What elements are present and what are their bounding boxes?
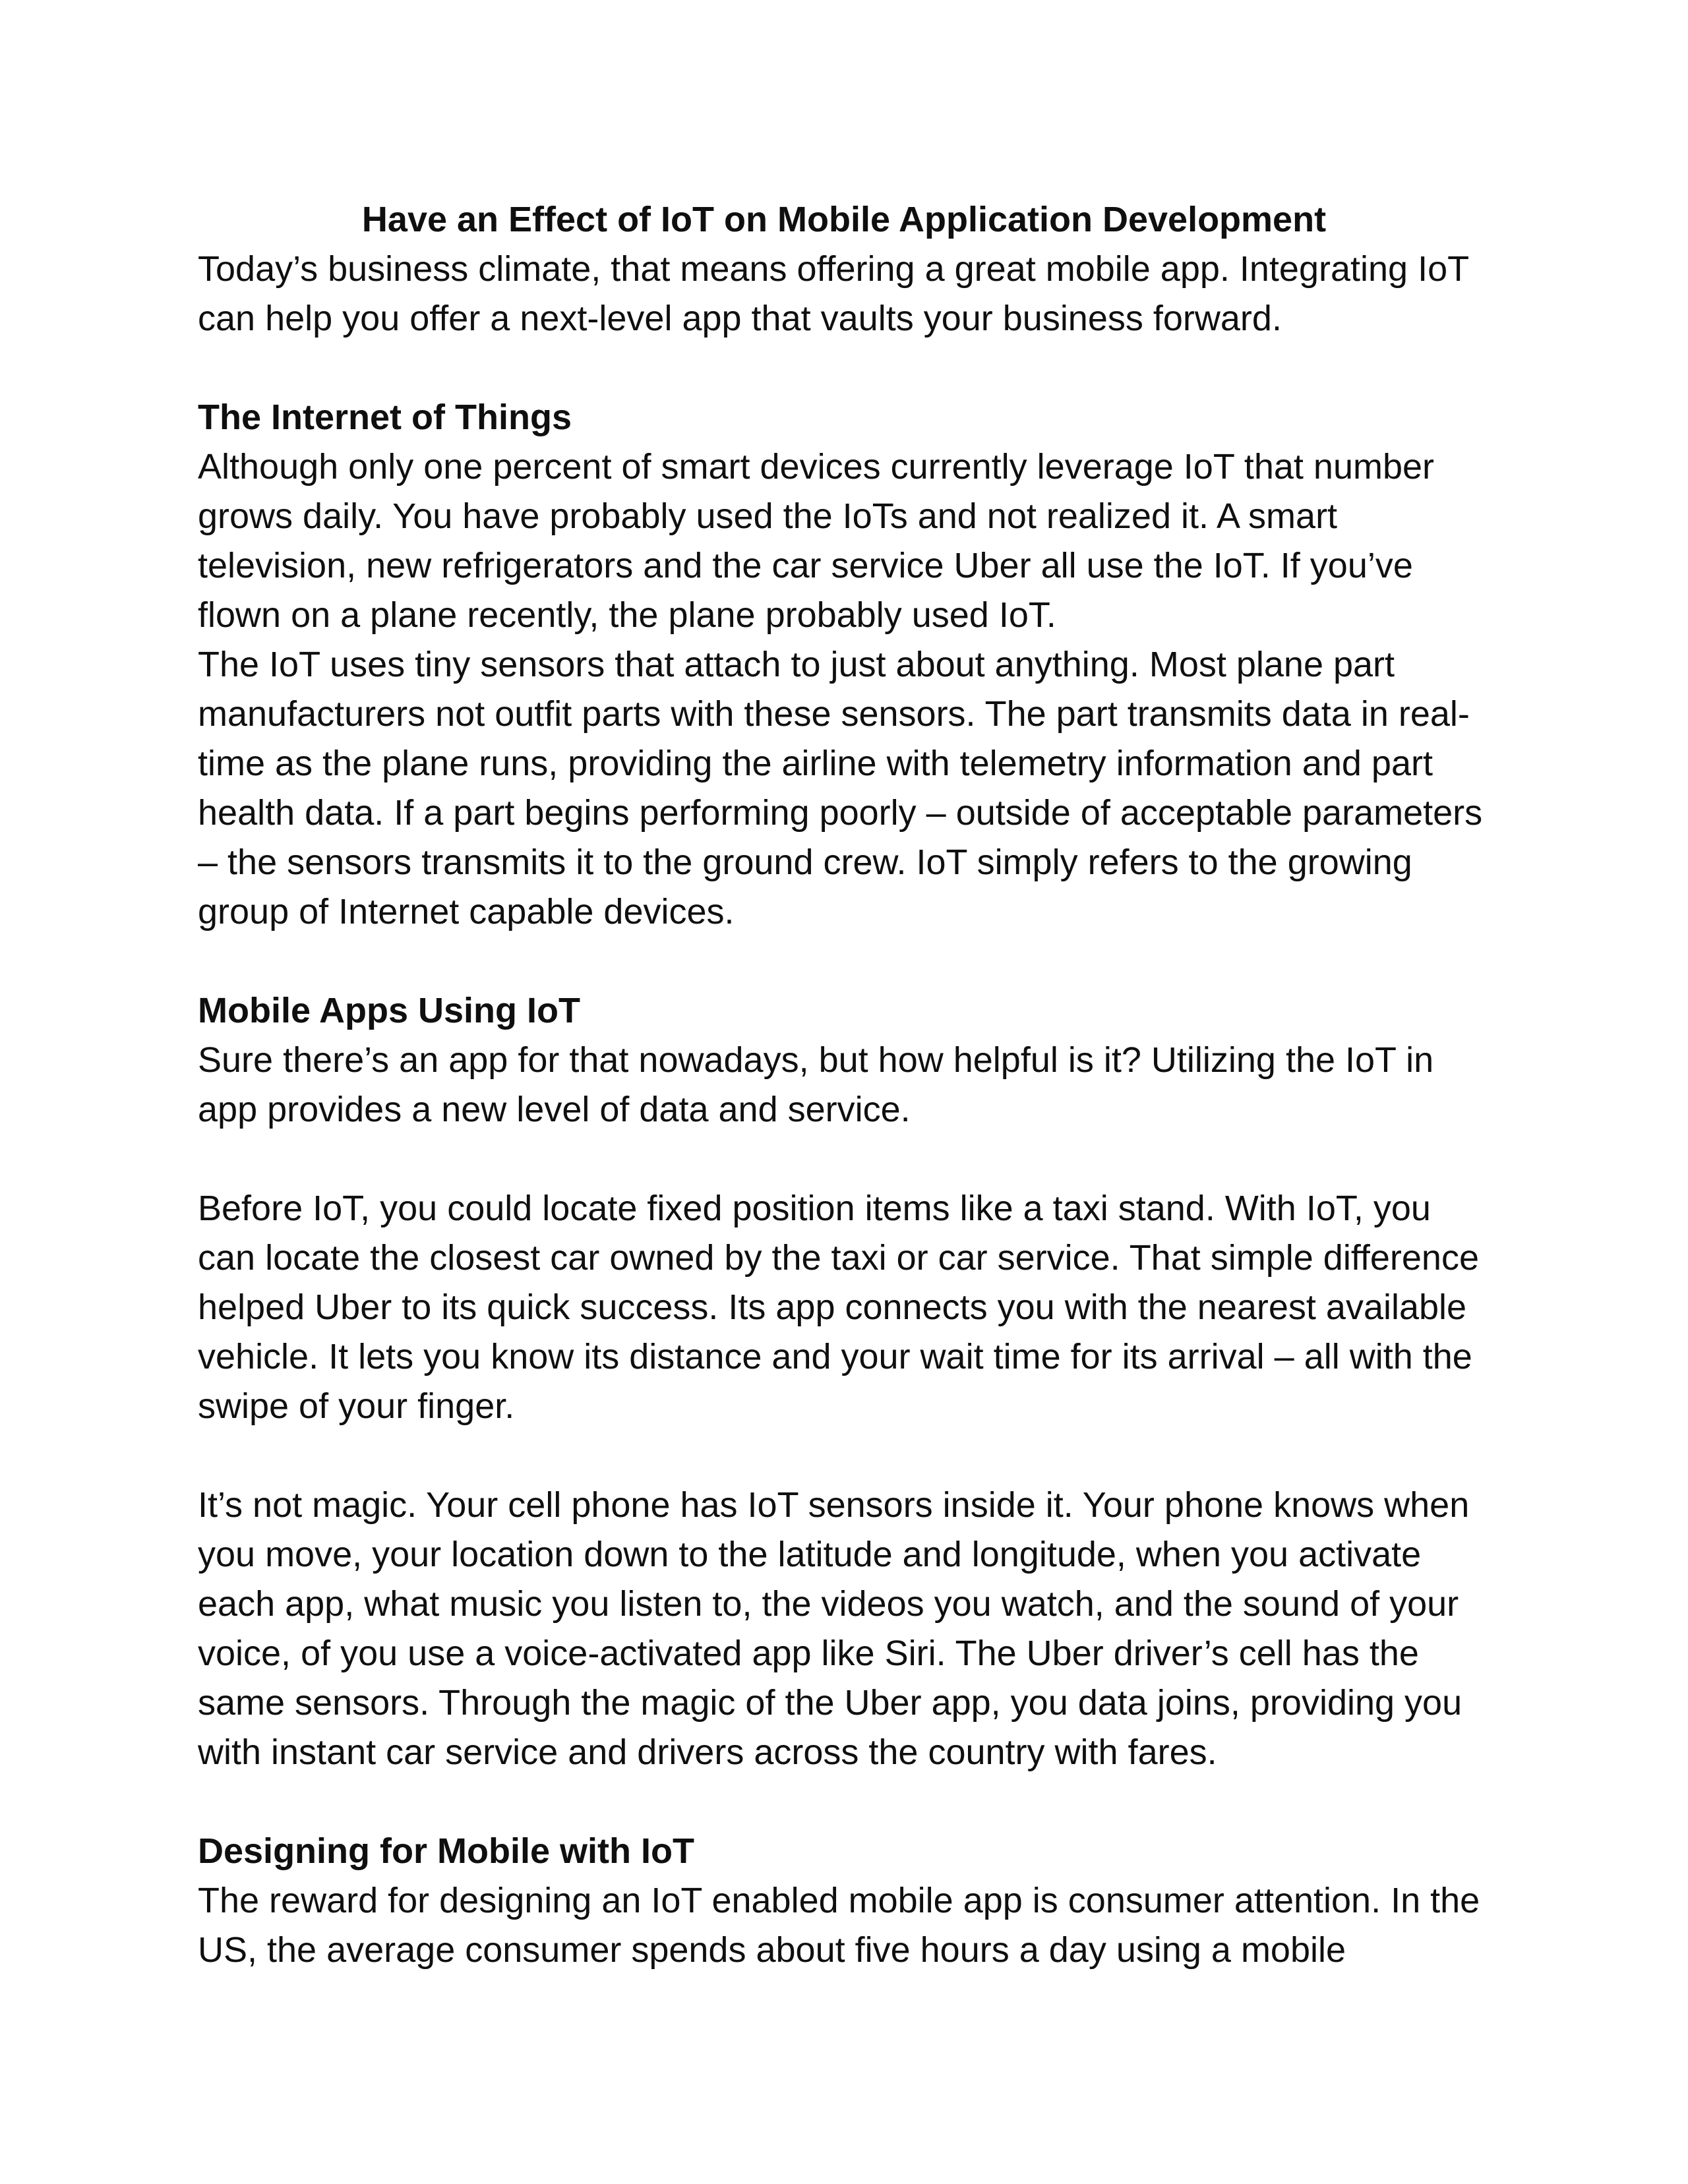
section-heading-mobile-apps-using-iot: Mobile Apps Using IoT: [198, 991, 580, 1030]
document-title: Have an Effect of IoT on Mobile Application Development: [361, 200, 1327, 239]
paragraph-gap: [198, 1135, 1490, 1184]
intro-paragraph: Today’s business climate, that means offering a great mobile app. Integrating IoT can help you offer a next-level app that vaults your business forward.: [198, 249, 1469, 338]
section-heading-internet-of-things: The Internet of Things: [198, 398, 572, 437]
paragraph-gap: [198, 1777, 1490, 1827]
paragraph-gap: [198, 1431, 1490, 1481]
section-heading-designing-for-mobile: Designing for Mobile with IoT: [198, 1831, 694, 1871]
section-paragraph: It’s not magic. Your cell phone has IoT sensors inside it. Your phone knows when you move, your location down to the latitude and longitude, when you activate each app, what music you listen to, the videos you watch, and the sound of your voice, of you use a voice-activated app like Siri. The Uber driver’s cell has the same sensors. Through the magic of the Uber app, you data joins, providing you with instant car service and drivers across the country with fares.: [198, 1485, 1470, 1772]
section-paragraph: Before IoT, you could locate fixed position items like a taxi stand. With IoT, you can locate the closest car owned by the taxi or car service. That simple difference helped Uber to its quick success. Its app connects you with the nearest available vehicle. It lets you know its distance and your wait time for its arrival – all with the swipe of your finger.: [198, 1189, 1479, 1426]
section-paragraph: Sure there’s an app for that nowadays, but how helpful is it? Utilizing the IoT in app provides a new level of data and service.: [198, 1040, 1434, 1129]
section-paragraph: The IoT uses tiny sensors that attach to just about anything. Most plane part manufacturers not outfit parts with these sensors. The part transmits data in real-time as the plane runs, providing the airline with telemetry information and part health data. If a part begins performing poorly – outside of acceptable parameters – the sensors transmits it to the ground crew. IoT simply refers to the growing group of Internet capable devices.: [198, 645, 1483, 931]
section-paragraph: The reward for designing an IoT enabled mobile app is consumer attention. In the US, the average consumer spends about five hours a day using a mobile: [198, 1881, 1480, 1970]
paragraph-gap: [198, 343, 1490, 393]
document-body: [198, 195, 1490, 1975]
paragraph-gap: [198, 937, 1490, 986]
section-paragraph: Although only one percent of smart devices currently leverage IoT that number grows daily. You have probably used the IoTs and not realized it. A smart television, new refrigerators and the car service Uber all use the IoT. If you’ve flown on a plane recently, the plane probably used IoT.: [198, 447, 1435, 635]
